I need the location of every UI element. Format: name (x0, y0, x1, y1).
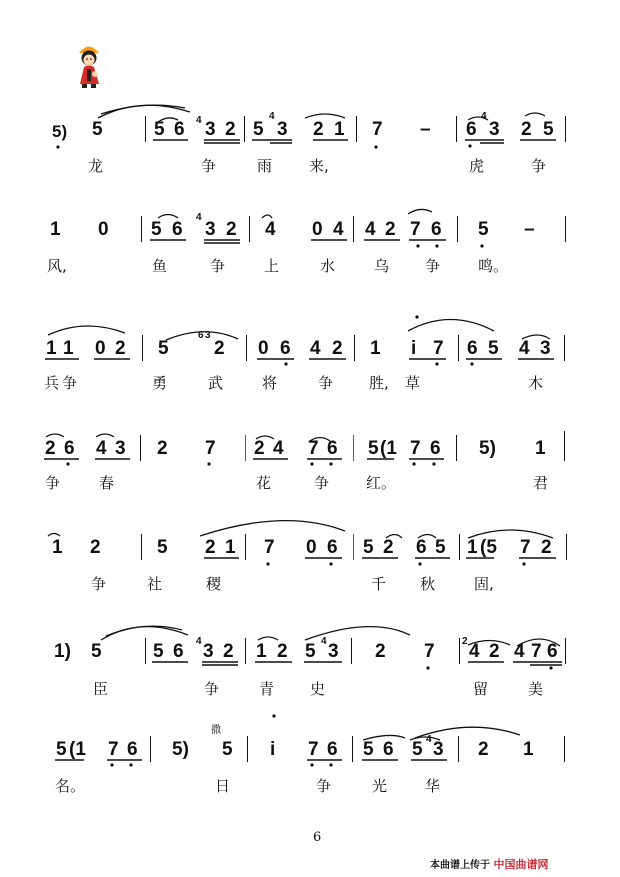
note: 6 (327, 438, 338, 459)
note: 2 (205, 537, 216, 558)
note: 5 (91, 641, 102, 662)
grace-note: 6 (198, 330, 204, 341)
barline (245, 435, 246, 461)
note: 7 (205, 438, 216, 459)
note: 5) (52, 122, 68, 141)
barline (564, 736, 565, 762)
note: (5 (480, 537, 497, 558)
barline (565, 638, 566, 664)
page-number: 6 (313, 830, 322, 845)
note: – (524, 219, 535, 240)
note: 5 (543, 119, 554, 140)
note: 3 (205, 219, 216, 240)
note: 6 (327, 739, 338, 760)
note: 4 (265, 219, 276, 240)
lyric: 名。 (55, 777, 86, 795)
note: 5 (488, 338, 499, 359)
barline (141, 216, 142, 242)
lyric: 春 (99, 474, 115, 492)
note: 7 (308, 739, 319, 760)
note: 3 (205, 119, 216, 140)
lyric: 美 (528, 680, 544, 698)
note: 1 (63, 338, 74, 359)
grace-note: 4 (196, 115, 202, 126)
barline (456, 116, 457, 142)
score-line-3 (0, 317, 620, 397)
note: 3 (277, 119, 288, 140)
note: 2 (313, 119, 324, 140)
lyric: 千 (371, 575, 387, 593)
note: 5 (158, 338, 169, 359)
lyric: 争 (316, 777, 332, 795)
lyric: 社 (147, 575, 163, 593)
barline (353, 216, 354, 242)
lyric: 鱼 (152, 257, 168, 275)
note: 4 (519, 338, 530, 359)
lyric: 稷 (206, 575, 222, 593)
footer-prefix: 本曲谱上传于 (430, 860, 490, 871)
note: 7 (308, 438, 319, 459)
lyric: 争 (91, 575, 107, 593)
barline (140, 435, 141, 461)
note: 2 (214, 338, 225, 359)
lyric: 水 (320, 257, 336, 275)
note: 6 (466, 119, 477, 140)
note: 2 (375, 641, 386, 662)
note: 3 (489, 119, 500, 140)
barline (145, 638, 146, 664)
barline (142, 335, 143, 361)
footer-credit (430, 856, 548, 872)
note: 0 (312, 219, 323, 240)
note: 6 (127, 739, 138, 760)
barline (150, 736, 151, 762)
note: 5 (56, 739, 67, 760)
barline (245, 638, 246, 664)
barline (566, 534, 567, 560)
barline (459, 638, 460, 664)
barline (356, 116, 357, 142)
note: 2 (226, 219, 237, 240)
note: 3 (115, 438, 126, 459)
grace-note: 4 (196, 212, 202, 223)
barline (458, 736, 459, 762)
note: 2 (489, 641, 500, 662)
note: 1 (52, 537, 63, 558)
lyric: 将 (262, 374, 278, 392)
note: i (270, 739, 276, 760)
note: 2 (115, 338, 126, 359)
score-line-4 (0, 417, 620, 497)
lyric: 固, (474, 575, 494, 593)
lyric: 君 (533, 474, 549, 492)
lyric: 争 (45, 474, 61, 492)
note: 6 (173, 641, 184, 662)
lyric: 勇 (152, 374, 168, 392)
note: 1 (467, 537, 478, 558)
note: 4 (365, 219, 376, 240)
score-line-7 (0, 720, 620, 800)
note: 7 (433, 338, 444, 359)
note: 7 (520, 537, 531, 558)
lyric: 风, (47, 257, 67, 275)
note: 5 (154, 119, 165, 140)
barline (564, 431, 565, 461)
lyric: 武 (208, 374, 224, 392)
barline (352, 736, 353, 762)
grace-note: 4 (269, 111, 275, 122)
score-line-6 (0, 622, 620, 702)
note: 6 (327, 537, 338, 558)
note: 4 (469, 641, 480, 662)
barline (244, 116, 245, 142)
lyric: 雨 (257, 157, 273, 175)
note: (1 (380, 438, 397, 459)
note: 7 (410, 219, 421, 240)
note: 5 (92, 119, 103, 140)
lyric: 龙 (88, 157, 104, 175)
note: 5 (435, 537, 446, 558)
barline (245, 534, 246, 560)
note: 4 (273, 438, 284, 459)
barline (353, 534, 354, 560)
note: 1 (50, 219, 61, 240)
note: 6 (174, 119, 185, 140)
barline (249, 216, 250, 242)
note: 2 (90, 537, 101, 558)
note: 6 (547, 641, 558, 662)
note: 2 (385, 219, 396, 240)
barline (145, 116, 146, 142)
note: 1 (46, 338, 57, 359)
note: 5 (305, 641, 316, 662)
grace-note: 4 (426, 734, 432, 745)
note: 5) (172, 739, 189, 760)
note: 1 (535, 438, 546, 459)
lyric: 争 (425, 257, 441, 275)
grace-note: 4 (196, 636, 202, 647)
barline (351, 638, 352, 664)
note: 1 (334, 119, 345, 140)
note: (1 (69, 739, 86, 760)
note: 2 (225, 119, 236, 140)
note: 5) (479, 438, 496, 459)
note: 5 (412, 739, 423, 760)
note: 2 (223, 641, 234, 662)
note: 7 (264, 537, 275, 558)
note: 3 (328, 641, 339, 662)
barline (141, 534, 142, 560)
note: 6 (172, 219, 183, 240)
note: 4 (96, 438, 107, 459)
barline (246, 335, 247, 361)
note: 2 (45, 438, 56, 459)
note: 2 (277, 641, 288, 662)
lyric: 争 (201, 157, 217, 175)
note: 5 (363, 537, 374, 558)
note: 1 (523, 739, 534, 760)
note: 1 (225, 537, 236, 558)
note: 5 (157, 537, 168, 558)
note: 5 (151, 219, 162, 240)
lyric: 留 (473, 680, 489, 698)
note: i (411, 338, 417, 359)
note: 2 (157, 438, 168, 459)
note: 4 (514, 641, 525, 662)
note: 3 (203, 641, 214, 662)
note: 6 (430, 438, 441, 459)
note: 2 (383, 537, 394, 558)
lyric: 兵 (44, 374, 60, 392)
lyric: 乌 (374, 257, 390, 275)
note: 0 (306, 537, 317, 558)
score-line-2 (0, 196, 620, 276)
note: 5 (363, 739, 374, 760)
note: 2 (254, 438, 265, 459)
score-line-5 (0, 518, 620, 598)
tempo-marking: 撒 (211, 725, 221, 736)
lyric: 草 (405, 374, 421, 392)
note: 5 (253, 119, 264, 140)
barline (247, 736, 248, 762)
lyric: 来, (309, 157, 329, 175)
lyric: 上 (264, 257, 280, 275)
barline (459, 534, 460, 560)
lyric: 红。 (366, 474, 397, 492)
lyric: 臣 (93, 680, 109, 698)
note: 2 (478, 739, 489, 760)
lyric: 争 (318, 374, 334, 392)
note: 6 (431, 219, 442, 240)
note: 6 (280, 338, 291, 359)
footer-brand: 中国曲谱网 (493, 858, 549, 871)
barline (565, 116, 566, 142)
barline (565, 216, 566, 242)
grace-note: 3 (205, 330, 211, 341)
lyric: 争 (531, 157, 547, 175)
note: 2 (541, 537, 552, 558)
lyric: 花 (256, 474, 272, 492)
grace-note: 4 (481, 111, 487, 122)
lyric: 青 (259, 680, 275, 698)
barline (354, 335, 355, 361)
note: 0 (98, 219, 109, 240)
note: 0 (95, 338, 106, 359)
lyric: 胜, (369, 374, 389, 392)
cartoon-figure-logo (72, 42, 106, 90)
note: 5 (153, 641, 164, 662)
lyric: 光 (372, 777, 388, 795)
lyric: 木 (528, 374, 544, 392)
grace-note: 2 (462, 636, 468, 647)
note: 1 (256, 641, 267, 662)
note: 7 (424, 641, 435, 662)
note: 3 (540, 338, 551, 359)
lyric: 日 (215, 777, 231, 795)
lyric: 虎 (469, 157, 485, 175)
note: 7 (372, 119, 383, 140)
note: 5 (368, 438, 379, 459)
note: 3 (433, 739, 444, 760)
note: 5 (222, 739, 233, 760)
barline (457, 216, 458, 242)
barline (353, 435, 354, 461)
lyric: 秋 (420, 575, 436, 593)
note: 6 (64, 438, 75, 459)
note: 6 (467, 338, 478, 359)
note: 1) (54, 641, 71, 662)
note: 4 (333, 219, 344, 240)
note: 7 (531, 641, 542, 662)
score-line-1 (0, 96, 620, 176)
note: 2 (332, 338, 343, 359)
grace-note: 4 (321, 636, 327, 647)
lyric: 争 (62, 374, 78, 392)
note: 4 (310, 338, 321, 359)
note: – (420, 119, 431, 140)
note: 0 (258, 338, 269, 359)
barline (564, 335, 565, 361)
note: 7 (410, 438, 421, 459)
note: 7 (108, 739, 119, 760)
note: 6 (416, 537, 427, 558)
lyric: 华 (425, 777, 441, 795)
lyric: 争 (210, 257, 226, 275)
lyric: 争 (314, 474, 330, 492)
note: 5 (478, 219, 489, 240)
lyric: 争 (204, 680, 220, 698)
barline (456, 435, 457, 461)
note: 1 (370, 338, 381, 359)
note: 2 (521, 119, 532, 140)
lyric: 史 (310, 680, 326, 698)
barline (458, 335, 459, 361)
lyric: 鸣。 (478, 257, 509, 275)
note: 6 (383, 739, 394, 760)
